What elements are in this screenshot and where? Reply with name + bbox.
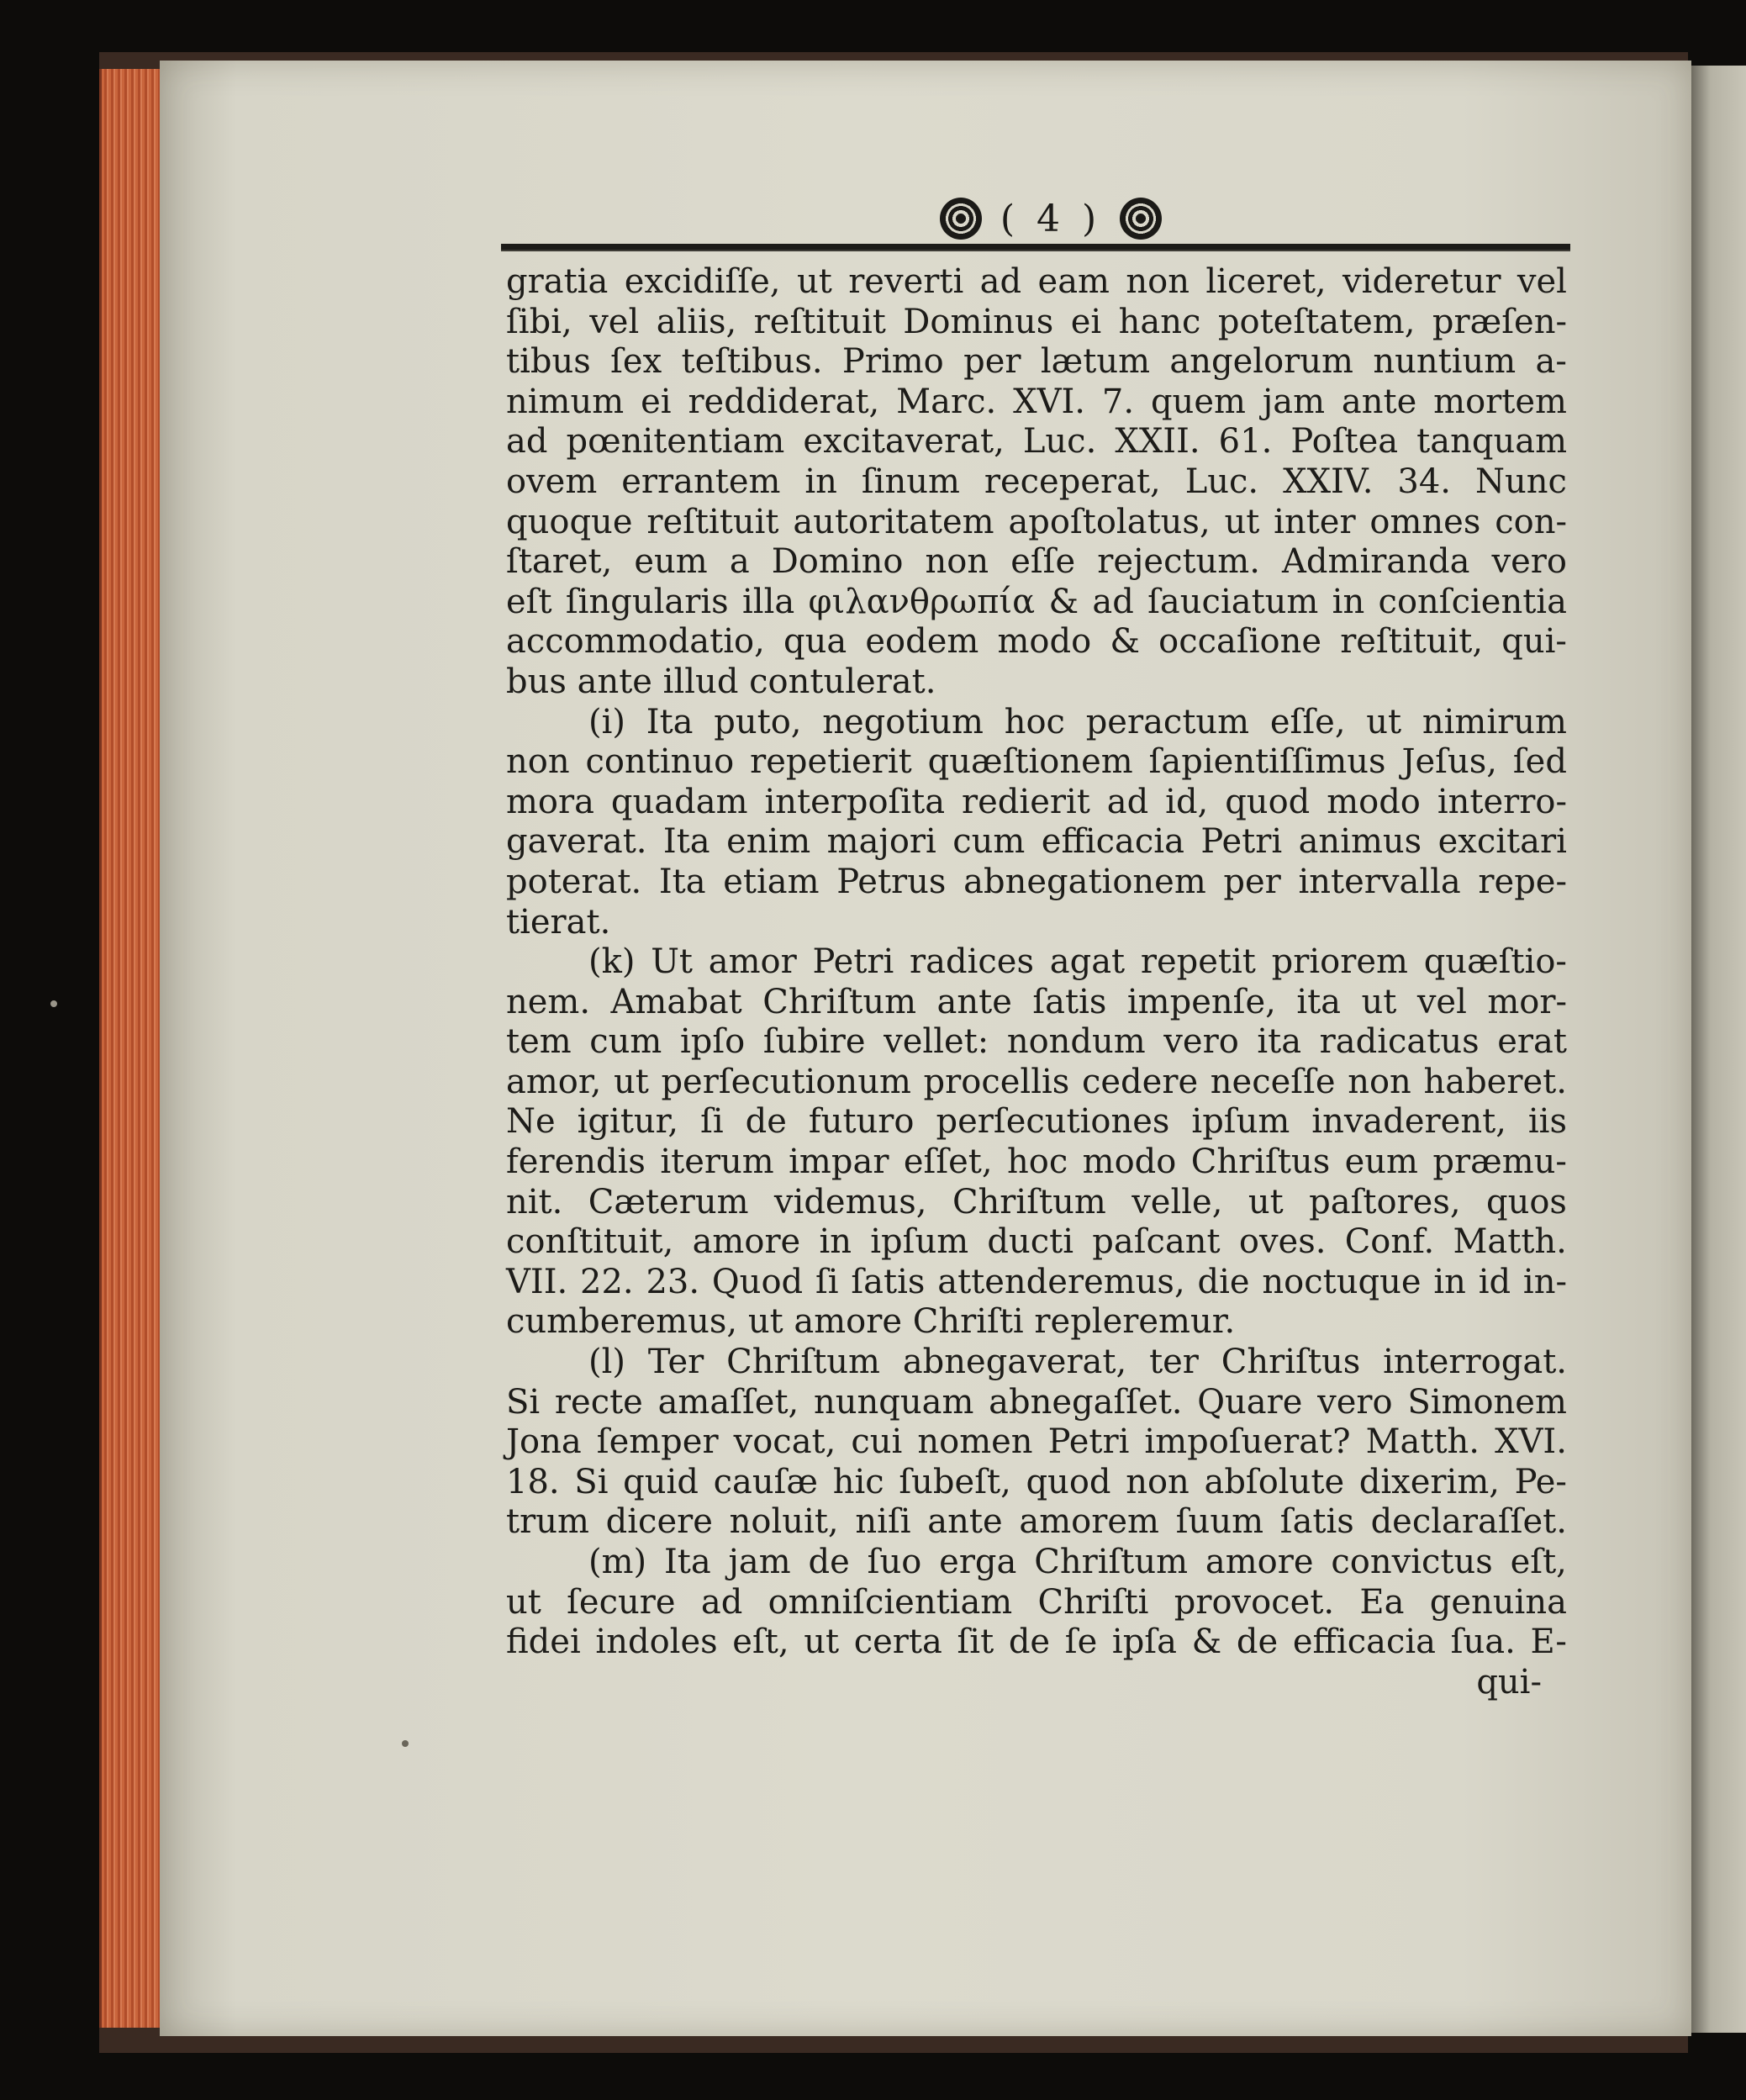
text-line: gratia excidiſſe, ut reverti ad eam non liceret, videretur vel xyxy=(506,262,1567,301)
text-line: (l) Ter Chriſtum abnegaverat, ter Chriſtus interrogat. xyxy=(588,1343,1567,1382)
text-line: Si recte amaſſet, nunquam abnegaſſet. Quare vero Simonem xyxy=(506,1382,1567,1422)
text-line: tem cum ipſo ſubire vellet: nondum vero ita radicatus erat xyxy=(506,1022,1567,1062)
text-line: nimum ei reddiderat, Marc. XVI. 7. quem jam ante mortem xyxy=(506,382,1567,421)
text-line: non continuo repetierit quæſtionem ſapientiſſimus Jeſus, ſed xyxy=(506,742,1567,782)
text-line: tierat. xyxy=(506,902,611,942)
text-line: ſibi, vel aliis, reſtituit Dominus ei hanc poteſtatem, præſen- xyxy=(506,302,1567,341)
text-line: eſt ſingularis illa φιλανθρωπία & ad ſauciatum in conſcientia xyxy=(506,582,1567,621)
catchword: qui- xyxy=(1476,1662,1542,1702)
text-line: accommodatio, qua eodem modo & occaſione reſtituit, qui- xyxy=(506,622,1567,662)
text-line: ut ſecure ad omniſcientiam Chriſti provocet. Ea genuina xyxy=(506,1582,1567,1622)
paper-speck xyxy=(402,1740,409,1747)
text-line: nem. Amabat Chriſtum ante ſatis impenſe, ita ut vel mor- xyxy=(506,982,1567,1021)
text-line: cumberemus, ut amore Chriſti repleremur. xyxy=(506,1302,1236,1342)
text-line: (k) Ut amor Petri radices agat repetit priorem quæſtio- xyxy=(588,942,1567,982)
text-line: fidei indoles eſt, ut certa ſit de ſe ipſa & de efficacia ſua. E- xyxy=(506,1622,1567,1662)
text-line: Ne igitur, ſi de futuro perſecutiones ipſum invaderent, iis xyxy=(506,1102,1567,1142)
page-number: ( 4 ) xyxy=(1000,197,1102,240)
paper-speck xyxy=(50,1000,57,1007)
text-line: ad pœnitentiam excitaverat, Luc. XXII. 61. Poſtea tanquam xyxy=(506,422,1567,462)
text-line: amor, ut perſecutionum procellis cedere neceſſe non haberet. xyxy=(506,1062,1567,1101)
text-line: mora quadam interpoſita redierit ad id, quod modo interro- xyxy=(506,782,1567,821)
text-line: bus ante illud contulerat. xyxy=(506,662,936,701)
text-line: trum dicere noluit, niſi ante amorem ſuum ſatis declaraſſet. xyxy=(506,1502,1567,1542)
text-line: poterat. Ita etiam Petrus abnegationem per intervalla repe- xyxy=(506,862,1567,901)
text-line: 18. Si quid cauſæ hic ſubeſt, quod non abſolute dixerim, Pe- xyxy=(506,1462,1567,1501)
text-line: nit. Cæterum videmus, Chriſtum velle, ut paſtores, quos xyxy=(506,1182,1567,1221)
header-rule xyxy=(501,244,1570,251)
text-line: tibus ſex teſtibus. Primo per lætum angelorum nuntium a- xyxy=(506,342,1567,382)
right-ornament-icon xyxy=(1120,198,1162,240)
body-text xyxy=(506,262,1567,1702)
text-line: ovem errantem in ſinum receperat, Luc. XXIV. 34. Nunc xyxy=(506,462,1567,501)
text-line: (m) Ita jam de ſuo erga Chriſtum amore convictus eſt, xyxy=(588,1543,1567,1581)
text-line: VII. 22. 23. Quod ſi ſatis attenderemus, die noctuque in id in- xyxy=(506,1262,1567,1301)
text-line: quoque reſtituit autoritatem apoſtolatus, ut inter omnes con- xyxy=(506,502,1567,541)
text-line: ferendis iterum impar eſſet, hoc modo Chriſtus eum præmu- xyxy=(506,1142,1567,1182)
text-line: Jona ſemper vocat, cui nomen Petri impoſuerat? Matth. XVI. xyxy=(506,1422,1567,1462)
text-line: ſtaret, eum a Domino non eſſe rejectum. Admiranda vero xyxy=(506,542,1567,582)
text-line: (i) Ita puto, negotium hoc peractum eſſe, ut nimirum xyxy=(588,702,1567,741)
text-line: gaverat. Ita enim majori cum efficacia Petri animus excitari xyxy=(506,822,1567,862)
page-header xyxy=(899,187,1202,251)
text-line: conſtituit, amore in ipſum ducti paſcant oves. Conf. Matth. xyxy=(506,1222,1567,1262)
left-ornament-icon xyxy=(940,198,982,240)
facing-page-edge xyxy=(1691,66,1746,2033)
